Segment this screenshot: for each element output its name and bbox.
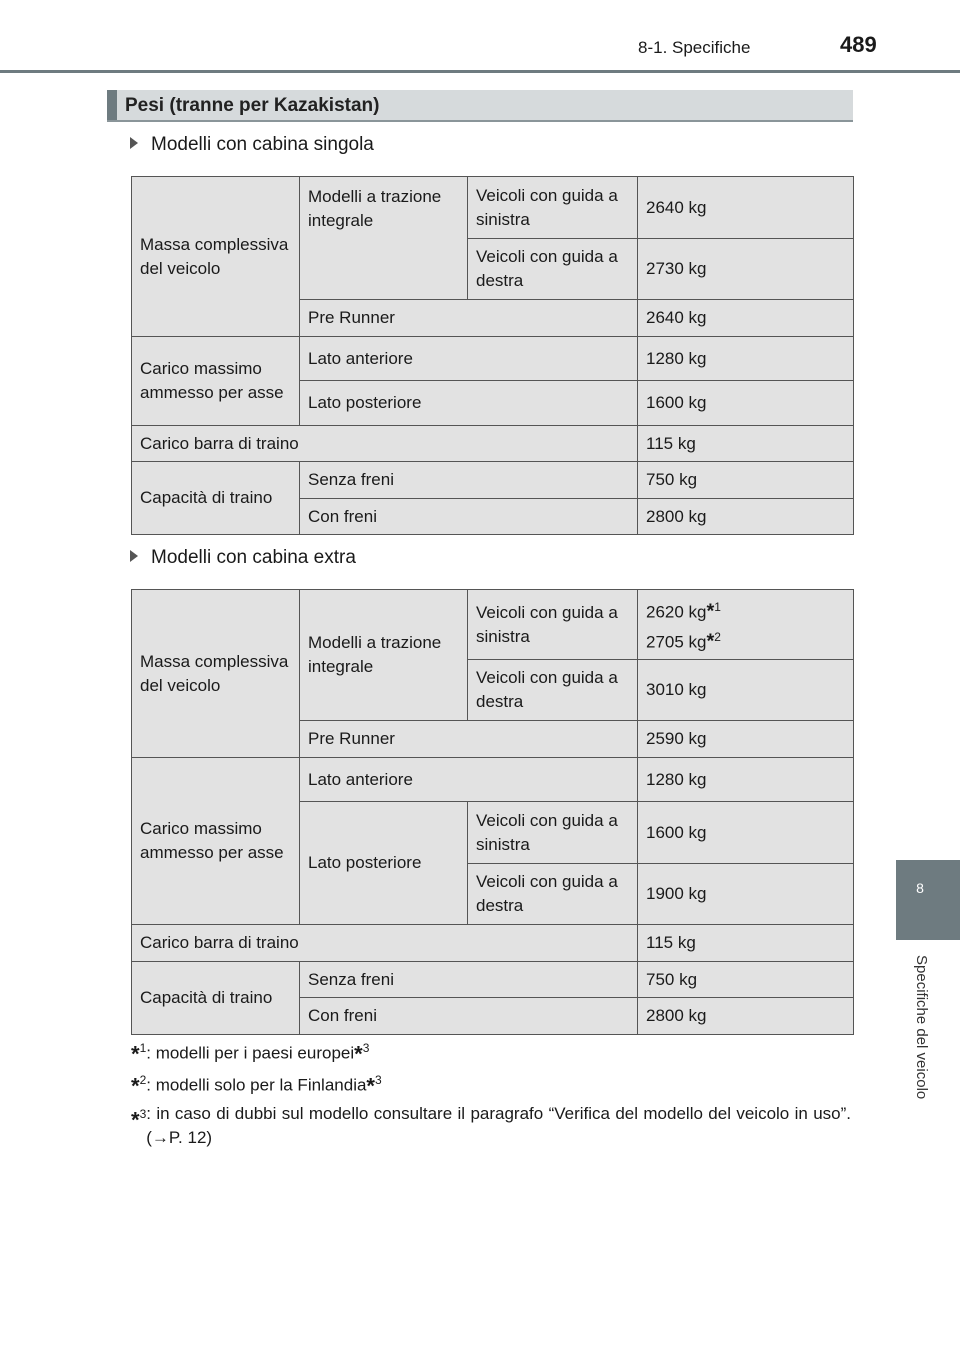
chapter-tab xyxy=(896,860,960,940)
drawbar-label: Carico barra di traino xyxy=(132,426,638,462)
rhd-label: Veicoli con guida a destra xyxy=(468,660,638,721)
lhd-label: Veicoli con guida a sinistra xyxy=(468,590,638,660)
footnote-star: * xyxy=(706,600,715,623)
footnote-star: * xyxy=(131,1041,140,1067)
braked-label: Con freni xyxy=(300,998,638,1035)
rear-rhd-label: Veicoli con guida a destra xyxy=(468,864,638,925)
axle-load-label: Carico massimo ammesso per asse xyxy=(132,337,300,426)
gross-mass-label: Massa complessiva del veicolo xyxy=(132,590,300,758)
arrow-right-icon xyxy=(130,137,138,149)
rhd-label: Veicoli con guida a destra xyxy=(468,239,638,300)
lhd-value-2: 2705 kg xyxy=(646,632,707,652)
prerunner-value: 2640 kg xyxy=(638,300,854,337)
section-title: Pesi (tranne per Kazakistan) xyxy=(125,95,380,116)
footnote-3-marker xyxy=(131,1102,146,1150)
prerunner-label: Pre Runner xyxy=(300,721,638,758)
footnote-1-text: : modelli per i paesi europei xyxy=(146,1043,355,1063)
footnote-ref: 1 xyxy=(714,600,721,614)
footnote-3 xyxy=(131,1102,851,1150)
towing-label: Capacità di traino xyxy=(132,462,300,535)
front-axle-label: Lato anteriore xyxy=(300,758,638,802)
drawbar-value: 115 kg xyxy=(638,925,854,962)
chapter-number: 8 xyxy=(916,880,924,896)
front-axle-value: 1280 kg xyxy=(638,337,854,381)
extra-cab-table xyxy=(131,589,854,1035)
header-rule xyxy=(0,70,960,73)
footnote-2-text: : modelli solo per la Finlandia xyxy=(146,1075,367,1095)
section-title-bar xyxy=(107,90,853,122)
rear-axle-value: 1600 kg xyxy=(638,381,854,426)
chapter-label: Specifiche del veicolo xyxy=(913,955,930,1100)
lhd-value: 2640 kg xyxy=(638,177,854,239)
drawbar-label: Carico barra di traino xyxy=(132,925,638,962)
single-cab-heading-text: Modelli con cabina singola xyxy=(151,134,374,155)
front-axle-value: 1280 kg xyxy=(638,758,854,802)
unbraked-value: 750 kg xyxy=(638,462,854,499)
extra-cab-heading xyxy=(130,547,356,569)
footnote-star: * xyxy=(366,1073,375,1099)
rhd-value: 3010 kg xyxy=(638,660,854,721)
page-number: 489 xyxy=(840,32,877,57)
four-wd-label: Modelli a trazione integrale xyxy=(300,590,468,721)
axle-load-label: Carico massimo ammesso per asse xyxy=(132,758,300,925)
gross-mass-label: Massa complessiva del veicolo xyxy=(132,177,300,337)
extra-cab-heading-text: Modelli con cabina extra xyxy=(151,547,356,568)
footnote-number: 3 xyxy=(139,1107,147,1121)
drawbar-value: 115 kg xyxy=(638,426,854,462)
four-wd-label: Modelli a trazione integrale xyxy=(300,177,468,300)
footnote-2 xyxy=(131,1068,382,1099)
braked-value: 2800 kg xyxy=(638,499,854,535)
rear-lhd-label: Veicoli con guida a sinistra xyxy=(468,802,638,864)
rear-rhd-value: 1900 kg xyxy=(638,864,854,925)
rhd-value: 2730 kg xyxy=(638,239,854,300)
footnote-ref: 3 xyxy=(362,1041,370,1055)
single-cab-heading xyxy=(130,134,374,156)
footnote-ref: 3 xyxy=(374,1073,382,1087)
footnote-number: 2 xyxy=(139,1073,147,1087)
footnote-ref: 2 xyxy=(714,629,721,644)
lhd-value-1: 2620 kg xyxy=(646,602,707,622)
footnote-star: * xyxy=(354,1041,363,1067)
rear-axle-label: Lato posteriore xyxy=(300,381,638,426)
footnote-3-text: : in caso di dubbi sul modello consultare il paragrafo “Verifica del modello del veicolo in uso”. (→P. 12) xyxy=(146,1104,851,1147)
footnote-star: * xyxy=(706,630,715,653)
rear-axle-label: Lato posteriore xyxy=(300,802,468,925)
towing-label: Capacità di traino xyxy=(132,962,300,1035)
footnote-star: * xyxy=(131,1073,140,1099)
rear-lhd-value: 1600 kg xyxy=(638,802,854,864)
section-accent xyxy=(107,90,117,120)
footnote-number: 1 xyxy=(139,1041,147,1055)
lhd-value xyxy=(638,590,854,660)
prerunner-label: Pre Runner xyxy=(300,300,638,337)
arrow-right-icon xyxy=(130,550,138,562)
unbraked-label: Senza freni xyxy=(300,962,638,998)
single-cab-table xyxy=(131,176,854,535)
unbraked-label: Senza freni xyxy=(300,462,638,499)
braked-value: 2800 kg xyxy=(638,998,854,1035)
prerunner-value: 2590 kg xyxy=(638,721,854,758)
braked-label: Con freni xyxy=(300,499,638,535)
unbraked-value: 750 kg xyxy=(638,962,854,998)
footnote-star: * xyxy=(131,1107,140,1133)
header-section: 8-1. Specifiche xyxy=(638,38,751,57)
front-axle-label: Lato anteriore xyxy=(300,337,638,381)
footnote-1 xyxy=(131,1036,369,1067)
lhd-label: Veicoli con guida a sinistra xyxy=(468,177,638,239)
